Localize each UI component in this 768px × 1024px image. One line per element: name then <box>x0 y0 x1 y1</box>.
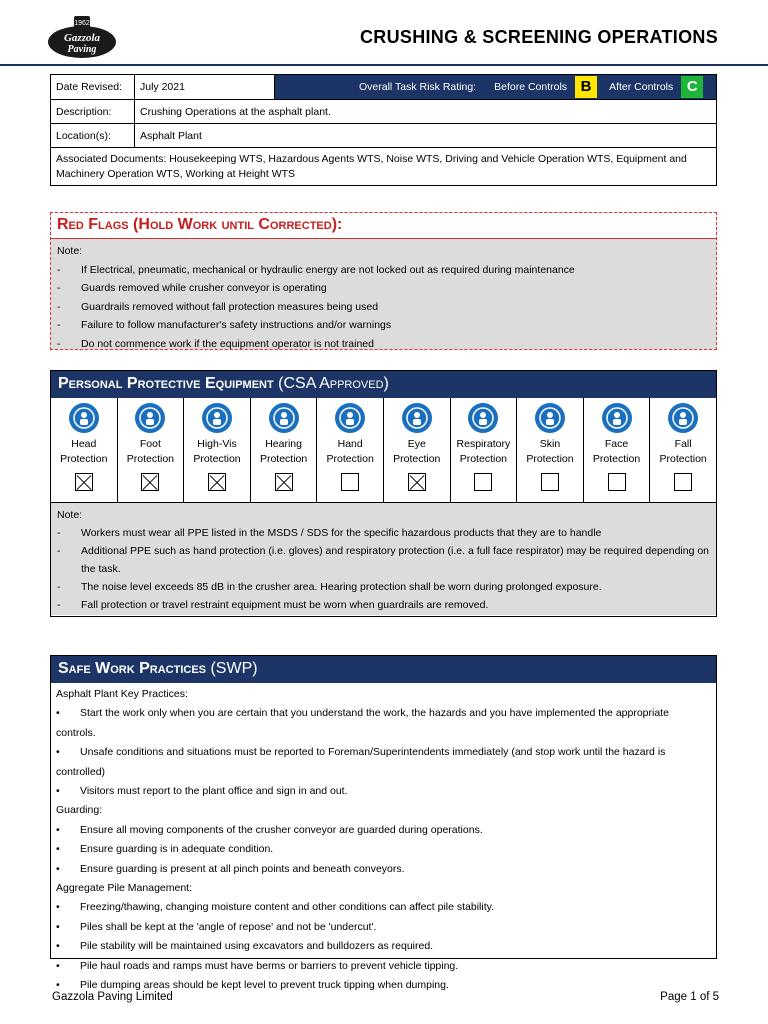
swp-bullet-text: Visitors must report to the plant office and sign in and out. <box>80 785 348 798</box>
ppe-note-text: Fall protection or travel restraint equipment must be worn when guardrails are removed. <box>81 599 489 611</box>
associated-documents: Associated Documents: Housekeeping WTS, Hazardous Agents WTS, Noise WTS, Driving and Vehicle Operation WTS, Equipment and Machinery Operation WTS, Working at Height WTS <box>51 148 717 186</box>
ppe-label <box>384 437 450 469</box>
ppe-label-line1: Foot <box>139 438 161 450</box>
after-badge: C <box>681 76 703 98</box>
boot-icon <box>135 403 165 433</box>
bullet-marker: • <box>56 746 60 759</box>
swp-bullet-item <box>56 957 711 976</box>
ppe-label-line2: Protection <box>592 453 641 465</box>
ppe-item-skin <box>517 398 584 502</box>
ppe-item-high-vis <box>184 398 251 502</box>
svg-text:Gazzola: Gazzola <box>63 32 101 44</box>
ppe-label <box>317 437 383 469</box>
bullet-marker: • <box>56 959 60 972</box>
hard-hat-icon <box>69 403 99 433</box>
swp-bullet-text: Pile haul roads and ramps must have berms or barriers to prevent vehicle tipping. <box>80 959 459 972</box>
swp-subheading-text: Asphalt Plant Key Practices: <box>56 688 188 700</box>
swp-body <box>51 683 716 998</box>
vest-icon <box>202 403 232 433</box>
swp-bullet-item <box>56 782 711 801</box>
swp-title-text: Safe Work Practices <box>58 660 207 677</box>
ppe-item-fall <box>650 398 716 502</box>
ppe-checkbox[interactable] <box>341 473 359 491</box>
ppe-notes <box>51 503 716 615</box>
ppe-section <box>50 370 717 617</box>
red-flag-text: Do not commence work if the equipment operator is not trained <box>81 337 374 350</box>
ppe-checkbox[interactable] <box>75 473 93 491</box>
dash-marker: - <box>57 545 61 557</box>
red-flag-item <box>57 298 710 317</box>
swp-section <box>50 655 717 992</box>
coverall-icon <box>535 403 565 433</box>
date-value: July 2021 <box>135 75 275 100</box>
ppe-label <box>584 437 650 469</box>
ppe-label-line2: Protection <box>393 453 441 465</box>
ppe-label <box>118 437 184 469</box>
swp-title-suffix: (SWP) <box>210 660 258 677</box>
ppe-item-respiratory <box>451 398 518 502</box>
ppe-checkbox[interactable] <box>674 473 692 491</box>
dash-marker: - <box>57 599 61 611</box>
ppe-label-line1: High-Vis <box>197 438 237 450</box>
dash-marker: - <box>57 581 61 593</box>
ppe-title-text: Personal Protective Equipment <box>58 375 274 392</box>
swp-bullet-item <box>56 860 711 879</box>
swp-bullet-text: Ensure all moving components of the crusher conveyor are guarded during operations. <box>80 823 483 836</box>
bullet-marker: • <box>56 920 60 933</box>
swp-title <box>51 656 716 683</box>
ppe-title-suffix: (CSA Approved) <box>278 375 389 392</box>
swp-bullet-text: Pile dumping areas should be kept level to prevent truck tipping when dumping. <box>80 979 449 992</box>
harness-icon <box>668 403 698 433</box>
ppe-note-label: Note: <box>57 509 83 521</box>
ppe-label-line2: Protection <box>326 453 374 465</box>
ppe-note-item <box>57 578 710 596</box>
date-label: Date Revised: <box>51 75 135 100</box>
ppe-label-line2: Protection <box>259 453 308 465</box>
ppe-note-item <box>57 524 710 542</box>
dash-marker: - <box>57 300 61 313</box>
svg-text:1962: 1962 <box>74 20 90 27</box>
ppe-note-text: Workers must wear all PPE listed in the MSDS / SDS for the specific hazardous products that they are to handle <box>81 527 602 539</box>
info-table <box>50 74 717 186</box>
ear-muffs-icon <box>269 403 299 433</box>
header-divider <box>0 64 768 66</box>
ppe-item-foot <box>118 398 185 502</box>
bullet-marker: • <box>56 843 60 856</box>
ppe-item-hand <box>317 398 384 502</box>
red-flag-text: If Electrical, pneumatic, mechanical or hydraulic energy are not locked out as required during maintenance <box>81 263 575 276</box>
ppe-label-line2: Protection <box>126 453 175 465</box>
bullet-marker: • <box>56 862 60 875</box>
ppe-label-line1: Hand <box>337 438 363 450</box>
ppe-note-text: Additional PPE such as hand protection (i.e. gloves) and respiratory protection (i.e. a full face respirator) may be required depending on the task. <box>81 545 710 575</box>
swp-bullet-text: Unsafe conditions and situations must be reported to Foreman/Superintendents immediately (and stop work until the hazard is controlled) <box>56 746 666 778</box>
swp-subheading <box>56 879 711 898</box>
red-flags-list <box>51 239 716 356</box>
swp-bullet-item <box>56 937 711 956</box>
bullet-marker: • <box>56 940 60 953</box>
red-flag-item <box>57 279 710 298</box>
swp-bullet-item <box>56 840 711 859</box>
bullet-marker: • <box>56 785 60 798</box>
risk-rating <box>275 75 717 100</box>
before-label: Before Controls <box>494 81 568 93</box>
ppe-label-line1: Face <box>604 438 629 450</box>
ppe-note-item <box>57 542 710 578</box>
ppe-label-line1: Eye <box>407 438 426 450</box>
ppe-label-line2: Protection <box>459 453 507 465</box>
ppe-checkbox[interactable] <box>141 473 159 491</box>
red-flags-title: Red Flags (Hold Work until Corrected): <box>51 213 716 239</box>
ppe-checkbox[interactable] <box>474 473 492 491</box>
ppe-label <box>517 437 583 469</box>
ppe-label-line2: Protection <box>60 453 108 465</box>
ppe-checkbox[interactable] <box>408 473 426 491</box>
svg-text:Paving: Paving <box>67 44 97 55</box>
red-flag-text: Failure to follow manufacturer's safety instructions and/or warnings <box>81 319 392 331</box>
risk-label: Overall Task Risk Rating: <box>359 81 477 93</box>
red-flag-item <box>57 261 710 280</box>
glove-icon <box>335 403 365 433</box>
page-title: CRUSHING & SCREENING OPERATIONS <box>360 27 718 47</box>
description-label: Description: <box>51 100 135 124</box>
ppe-label-line1: Respiratory <box>456 438 511 450</box>
swp-bullet-item <box>56 821 711 840</box>
bullet-marker: • <box>56 823 60 836</box>
ppe-note-item <box>57 596 710 614</box>
swp-subheading <box>56 685 711 704</box>
bullet-marker: • <box>56 979 60 992</box>
swp-bullet-text: Freezing/thawing, changing moisture content and other conditions can affect pile stability. <box>80 901 495 914</box>
goggles-icon <box>402 403 432 433</box>
ppe-note-text: The noise level exceeds 85 dB in the crusher area. Hearing protection shall be worn during prolonged exposure. <box>81 581 602 593</box>
swp-bullet-item <box>56 898 711 917</box>
gazzola-logo <box>46 14 118 62</box>
red-flags-section <box>50 212 717 350</box>
ppe-label <box>251 437 317 469</box>
swp-bullet-text: Piles shall be kept at the 'angle of repose' and not be 'undercut'. <box>80 920 377 933</box>
swp-bullet-item <box>56 918 711 937</box>
description-value: Crushing Operations at the asphalt plant. <box>135 100 717 124</box>
red-flags-note-label: Note: <box>57 245 83 257</box>
ppe-label <box>184 437 250 469</box>
ppe-label-line1: Fall <box>674 438 692 450</box>
red-flag-item <box>57 335 710 354</box>
ppe-checkbox[interactable] <box>275 473 293 491</box>
footer-page-number: Page 1 of 5 <box>660 991 719 1003</box>
ppe-label-line1: Head <box>71 438 97 450</box>
before-badge: B <box>575 76 597 98</box>
ppe-label-line2: Protection <box>193 453 241 465</box>
footer-company: Gazzola Paving Limited <box>52 991 173 1003</box>
red-flag-text: Guardrails removed without fall protection measures being used <box>81 300 379 313</box>
red-flag-text: Guards removed while crusher conveyor is operating <box>81 282 327 294</box>
bullet-marker: • <box>56 707 60 720</box>
ppe-label <box>650 437 716 469</box>
red-flag-item <box>57 316 710 335</box>
ppe-item-face <box>584 398 651 502</box>
respirator-icon <box>468 403 498 433</box>
page-header <box>0 0 768 66</box>
ppe-label-line1: Hearing <box>265 438 302 450</box>
swp-bullet-item <box>56 743 711 782</box>
after-label: After Controls <box>609 81 674 93</box>
dash-marker: - <box>57 263 61 276</box>
ppe-label-line2: Protection <box>659 453 707 465</box>
dash-marker: - <box>57 282 61 294</box>
ppe-label <box>451 437 517 469</box>
ppe-item-eye <box>384 398 451 502</box>
swp-bullet-text: Ensure guarding is present at all pinch points and beneath conveyors. <box>80 862 405 875</box>
ppe-title <box>51 371 716 398</box>
ppe-grid <box>51 398 716 503</box>
ppe-checkbox[interactable] <box>608 473 626 491</box>
location-value: Asphalt Plant <box>135 124 717 148</box>
dash-marker: - <box>57 527 61 539</box>
swp-subheading-text: Aggregate Pile Management: <box>56 882 193 895</box>
ppe-checkbox[interactable] <box>541 473 559 491</box>
swp-bullet-item <box>56 704 711 743</box>
face-shield-icon <box>602 403 632 433</box>
bullet-marker: • <box>56 901 60 914</box>
ppe-checkbox[interactable] <box>208 473 226 491</box>
swp-subheading <box>56 801 711 820</box>
ppe-label-line1: Skin <box>539 438 561 450</box>
dash-marker: - <box>57 337 61 350</box>
ppe-label <box>51 437 117 469</box>
swp-bullet-text: Pile stability will be maintained using excavators and bulldozers as required. <box>80 940 434 953</box>
swp-bullet-text: Start the work only when you are certain that you understand the work, the hazards and you have implemented the appropriate controls. <box>56 707 669 739</box>
swp-subheading-text: Guarding: <box>56 804 103 817</box>
swp-bullet-text: Ensure guarding is in adequate condition. <box>80 843 274 856</box>
ppe-item-head <box>51 398 118 502</box>
location-label: Location(s): <box>51 124 135 148</box>
dash-marker: - <box>57 319 61 331</box>
ppe-label-line2: Protection <box>526 453 574 465</box>
ppe-item-hearing <box>251 398 318 502</box>
